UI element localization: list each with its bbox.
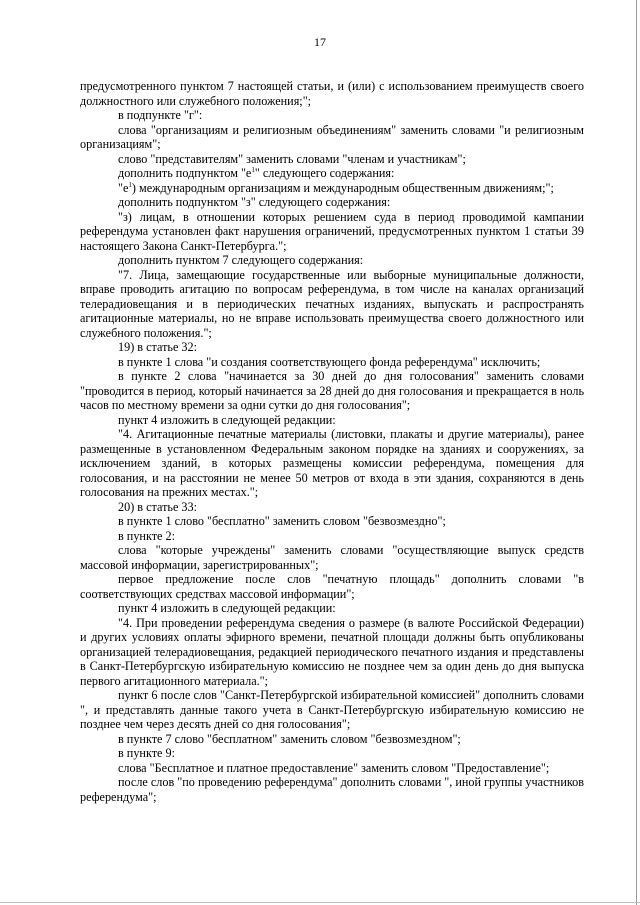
- page-edge-bottom: [0, 902, 640, 903]
- paragraph: слова "организациям и религиозным объединениям" заменить словами "и религиозным организациям";: [80, 122, 584, 151]
- paragraph: 19) в статье 32:: [118, 340, 197, 354]
- paragraph: "з) лицам, в отношении которых решением суда в период проводимой кампании референдума установлен факт нарушения ограничений, предусмотренных пунктом 1 статьи 39 настоящего Закона Санкт-Петербурга.";: [80, 209, 584, 253]
- paragraph: в пункте 2 слова "начинается за 30 дней до дня голосования" заменить словами "проводится в период, который начинается за 28 дней до дня голосования и прекращается в ноль часов по местному времени за одни сутки до дня голосования";: [80, 369, 584, 412]
- document-body: [80, 79, 584, 804]
- paragraph: слова "которые учреждены" заменить словами "осуществляющие выпуск средств массовой информации, зарегистрированных";: [80, 543, 584, 572]
- paragraph: в пункте 1 слова "и создания соответствующего фонда референдума" исключить;: [118, 354, 541, 369]
- paragraph: после слов "по проведению референдума" дополнить словами ", иной группы участников референдума";: [80, 775, 584, 804]
- paragraph: в пункте 1 слово "бесплатно" заменить словом "безвозмездно";: [118, 514, 446, 528]
- paragraph: "7. Лица, замещающие государственные или выборные муниципальные должности, вправе проводить агитацию по вопросам референдума, в том числе на каналах организаций телерадиовещания и в периодических печатных изданиях, выпускать и распространять агитационные материалы, но не вправе использовать преимущества своего должностного или служебного положения.";: [80, 267, 584, 340]
- paragraph: слова "Бесплатное и платное предоставление" заменить словом "Предоставление";: [118, 760, 550, 775]
- paragraph: "$е^1$) международным организациям и международным общественным движениям;";: [118, 180, 554, 195]
- paragraph: в пункте 9:: [118, 746, 175, 760]
- paragraph: в пункте 7 слово "бесплатном" заменить словом "безвозмездном";: [118, 731, 461, 746]
- page-number: 17: [314, 35, 326, 49]
- page-edge-right: [636, 0, 637, 905]
- paragraph: дополнить подпунктом "$е^1$" следующего содержания:: [118, 166, 395, 180]
- paragraph: "4. При проведении референдума сведения о размере (в валюте Российской Федерации) и других условиях оплаты эфирного времени, печатной площади должны быть опубликованы организацией телерадиовещания, редакцией периодического печатного издания и представлены в Санкт-Петербургскую избирательную комиссию не позднее чем за один день до дня выпуска первого агитационного материала.";: [80, 615, 584, 688]
- paragraph: дополнить подпунктом "з" следующего содержания:: [118, 195, 391, 209]
- paragraph: первое предложение после слов "печатную площадь" дополнить словами "в соответствующих средствах массовой информации";: [80, 572, 584, 601]
- paragraph: в пункте 2:: [118, 528, 175, 543]
- paragraph: 20) в статье 33:: [118, 499, 197, 514]
- paragraph: пункт 6 после слов "Санкт-Петербургской избирательной комиссией" дополнить словами ", и представлять данные такого учета в Санкт-Петербургскую избирательную комиссию не позднее чем через десять дней со дня голосования";: [80, 688, 584, 731]
- paragraph: слово "представителям" заменить словами "членам и участникам";: [118, 151, 466, 166]
- paragraph: пункт 4 изложить в следующей редакции:: [118, 412, 336, 427]
- paragraph: пункт 4 изложить в следующей редакции:: [118, 601, 336, 615]
- paragraph: дополнить пунктом 7 следующего содержания:: [118, 253, 364, 267]
- paragraph: предусмотренного пунктом 7 настоящей статьи, и (или) с использованием преимуществ своего должностного или служебного положения;";: [80, 79, 584, 108]
- paragraph: в подпункте "г":: [118, 108, 203, 122]
- paragraph: "4. Агитационные печатные материалы (листовки, плакаты и другие материалы), ранее размещенные в установленном Федеральным законом порядке на зданиях и сооружениях, за исключением зданий, в которых размещены комиссии референдума, помещения для голосования, и на расстоянии не менее 50 метров от входа в эти здания, сохраняются в день голосования на прежних местах.";: [80, 427, 584, 499]
